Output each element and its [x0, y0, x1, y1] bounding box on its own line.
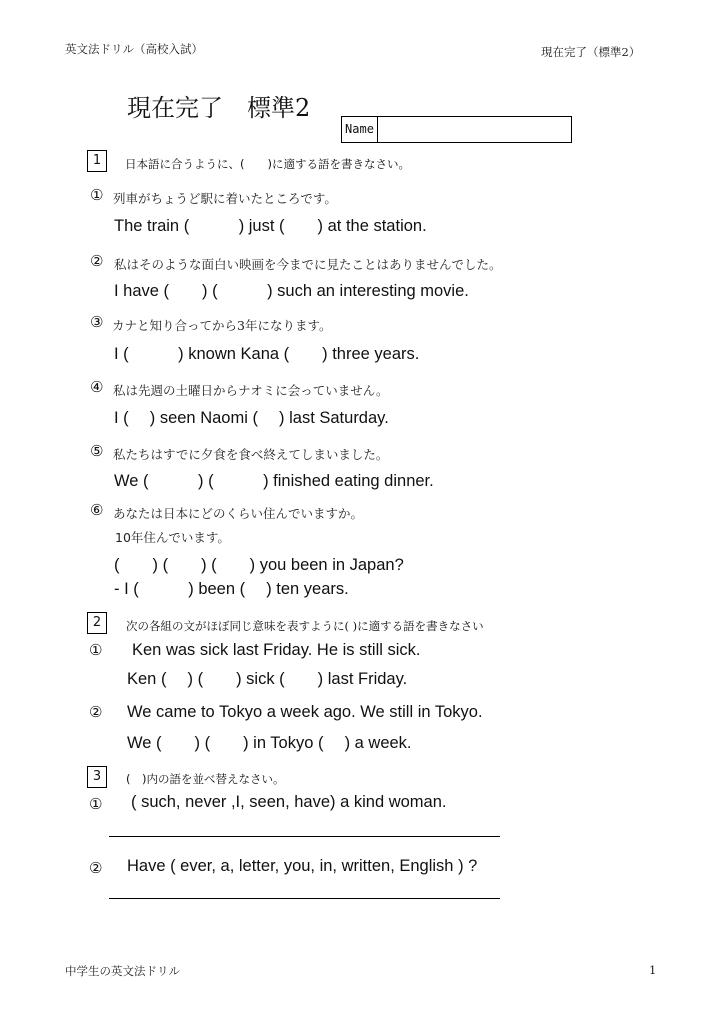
q1-4-number: ④ — [90, 378, 104, 396]
q1-6-number: ⑥ — [90, 501, 104, 519]
q3-1-words: ( such, never ,I, seen, have) a kind woman. — [131, 793, 447, 811]
q3-2-number: ② — [89, 859, 103, 877]
name-label: Name — [342, 117, 378, 142]
q1-3-english: I ( ) known Kana ( ) three years. — [114, 345, 420, 363]
q2-1-answer: Ken ( ) ( ) sick ( ) last Friday. — [127, 670, 408, 688]
q1-1-number: ① — [90, 186, 104, 204]
q2-2-answer: We ( ) ( ) in Tokyo ( ) a week. — [127, 734, 412, 752]
q2-1-sentence: Ken was sick last Friday. He is still sick. — [132, 641, 421, 659]
q3-1-answer-line[interactable] — [109, 836, 500, 837]
q3-2-answer-line[interactable] — [109, 898, 500, 899]
q1-5-japanese: 私たちはすでに夕食を食べ終えてしまいました。 — [113, 447, 389, 462]
q1-2-number: ② — [90, 252, 104, 270]
section-2-number: 2 — [87, 612, 107, 634]
q1-2-japanese: 私はそのような面白い映画を今までに見たことはありませんでした。 — [114, 257, 502, 272]
q1-5-english: We ( ) ( ) finished eating dinner. — [114, 472, 434, 490]
name-field[interactable] — [341, 116, 572, 143]
q1-1-english: The train ( ) just ( ) at the station. — [114, 217, 427, 235]
q2-2-number: ② — [89, 703, 103, 721]
q2-2-sentence: We came to Tokyo a week ago. We still in Tokyo. — [127, 703, 483, 721]
q1-4-japanese: 私は先週の土曜日からナオミに会っていません。 — [113, 383, 389, 398]
q1-6-english-question: ( ) ( ) ( ) you been in Japan? — [114, 556, 404, 574]
section-1-number: 1 — [87, 150, 107, 172]
section-3-number: 3 — [87, 766, 107, 788]
section-1-instruction: 日本語に合うように、( )に適する語を書きなさい。 — [125, 157, 410, 171]
q1-6-japanese-answer: 10年住んでいます。 — [115, 530, 230, 545]
header-right: 現在完了（標準2） — [541, 45, 641, 59]
footer-title: 中学生の英文法ドリル — [65, 964, 180, 978]
q2-1-number: ① — [89, 641, 103, 659]
q1-1-japanese: 列車がちょうど駅に着いたところです。 — [113, 191, 337, 206]
q1-3-japanese: カナと知り合ってから3年になります。 — [112, 318, 332, 333]
q3-1-number: ① — [89, 795, 103, 813]
q1-2-english: I have ( ) ( ) such an interesting movie. — [114, 282, 469, 300]
header-left: 英文法ドリル（高校入試） — [65, 42, 203, 56]
q1-3-number: ③ — [90, 313, 104, 331]
q1-6-japanese: あなたは日本にどのくらい住んでいますか。 — [113, 506, 364, 521]
page-title: 現在完了 標準2 — [127, 94, 311, 122]
section-2-instruction: 次の各組の文がほぼ同じ意味を表すように( )に適する語を書きなさい — [126, 619, 484, 633]
page-number: 1 — [649, 963, 657, 977]
q3-2-words: Have ( ever, a, letter, you, in, written, English ) ? — [127, 857, 478, 875]
q1-4-english: I ( ) seen Naomi ( ) last Saturday. — [114, 409, 389, 427]
section-3-instruction: ( )内の語を並べ替えなさい。 — [126, 772, 285, 786]
q1-6-english-answer: - I ( ) been ( ) ten years. — [114, 580, 349, 598]
q1-5-number: ⑤ — [90, 442, 104, 460]
